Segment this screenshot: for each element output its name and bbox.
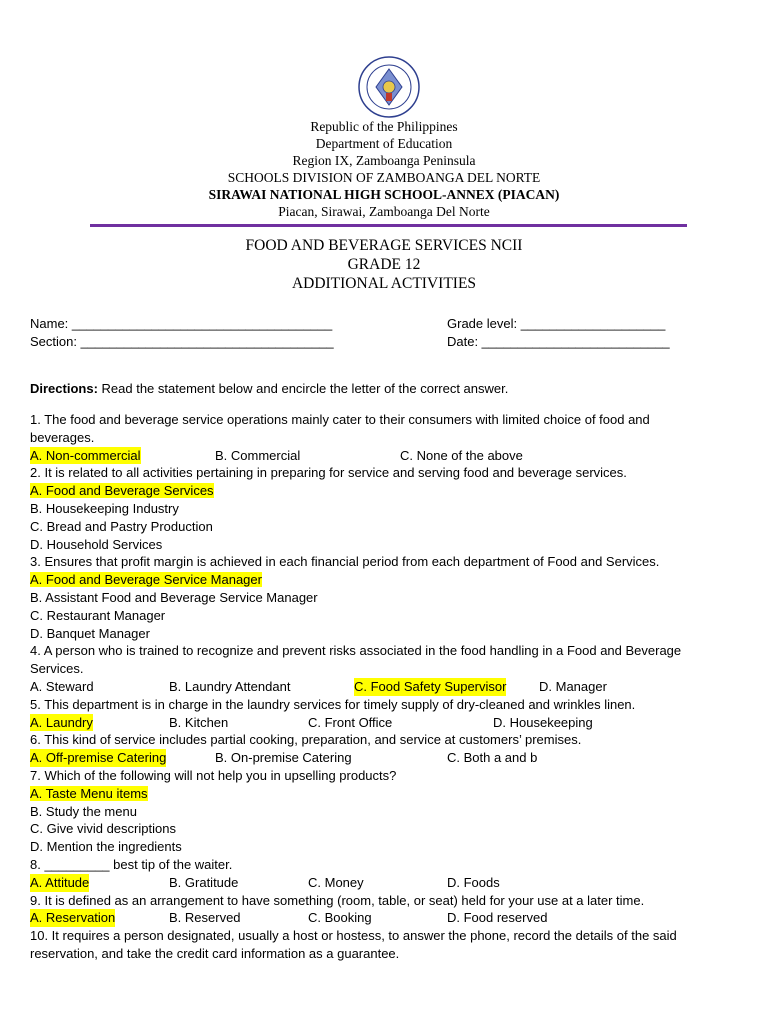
answer-option[interactable]: D. Housekeeping <box>493 714 593 730</box>
document-title <box>0 236 768 293</box>
answer-option[interactable]: D. Manager <box>539 678 607 694</box>
title-subject: FOOD AND BEVERAGE SERVICES NCII <box>245 237 523 254</box>
question-stem: 7. Which of the following will not help you in upselling products? <box>30 767 397 783</box>
title-activities: ADDITIONAL ACTIVITIES <box>291 275 477 292</box>
answer-row <box>30 571 742 589</box>
answer-option[interactable]: C. Bread and Pastry Production <box>30 518 213 534</box>
answer-option[interactable]: C. Give vivid descriptions <box>30 821 176 837</box>
answer-row <box>30 447 742 465</box>
answer-option[interactable]: B. Housekeeping Industry <box>30 500 179 516</box>
answer-row <box>30 678 742 696</box>
answer-option[interactable]: B. Gratitude <box>169 874 239 890</box>
answer-option[interactable]: D. Food reserved <box>447 910 548 926</box>
question-stem-continued: reservation, and take the credit card information as a guarantee. <box>30 945 400 961</box>
deped-seal-logo <box>358 56 420 118</box>
answer-option[interactable]: B. Laundry Attendant <box>169 678 291 694</box>
answer-option[interactable]: D. Banquet Manager <box>30 625 150 641</box>
answer-row <box>30 714 742 732</box>
question-stem: 1. The food and beverage service operations mainly cater to their consumers with limited choice of food and <box>30 412 650 427</box>
date-field[interactable]: Date: __________________________ <box>447 334 670 349</box>
answer-option-correct[interactable]: A. Non-commercial <box>30 447 141 463</box>
answer-option-correct[interactable]: A. Food and Beverage Services <box>30 483 214 499</box>
directions-text: Read the statement below and encircle the letter of the correct answer. <box>97 381 509 396</box>
answer-option[interactable]: B. Study the menu <box>30 803 137 819</box>
header-country: Republic of the Philippines <box>310 119 458 134</box>
answer-option[interactable]: B. On-premise Catering <box>215 750 352 766</box>
answer-option[interactable]: B. Commercial <box>215 447 301 463</box>
answer-option[interactable]: C. Both a and b <box>447 750 538 766</box>
answer-option[interactable]: C. Booking <box>308 910 372 926</box>
answer-row <box>30 874 742 892</box>
header-region: Region IX, Zamboanga Peninsula <box>292 153 476 168</box>
question-stem: 10. It requires a person designated, usually a host or hostess, to answer the phone, record the details of the said <box>30 928 677 944</box>
question-stem: 5. This department is in charge in the laundry services for timely supply of dry-cleaned and wrinkles linen. <box>30 696 636 712</box>
question-stem: 8. _________ best tip of the waiter. <box>30 856 233 872</box>
answer-option[interactable]: C. Money <box>308 874 364 890</box>
question-stem: 2. It is related to all activities pertaining in preparing for service and serving food and beverage services. <box>30 465 627 481</box>
question-stem: 6. This kind of service includes partial cooking, preparation, and service at customers’ premises. <box>30 732 582 748</box>
directions-label: Directions: <box>30 381 98 396</box>
header-department: Department of Education <box>315 136 453 151</box>
title-grade: GRADE 12 <box>347 256 421 273</box>
answer-row <box>30 749 742 767</box>
header-address: Piacan, Sirawai, Zamboanga Del Norte <box>278 204 490 219</box>
answer-option[interactable]: B. Kitchen <box>169 714 229 730</box>
section-field[interactable]: Section: ___________________________________ <box>30 334 334 349</box>
answer-option[interactable]: D. Household Services <box>30 536 163 552</box>
question-stem: 3. Ensures that profit margin is achieved in each financial period from each department of Food and Services. <box>30 554 660 570</box>
header-division: SCHOOLS DIVISION OF ZAMBOANGA DEL NORTE <box>227 170 541 185</box>
grade-level-field[interactable]: Grade level: ____________________ <box>447 316 666 331</box>
answer-option-correct[interactable]: A. Off-premise Catering <box>30 750 167 766</box>
question-stem: 9. It is defined as an arrangement to have something (room, table, or seat) held for your use at a later time. <box>30 892 645 908</box>
answer-option-correct[interactable]: C. Food Safety Supervisor <box>354 678 507 694</box>
answer-row <box>30 785 742 803</box>
question-list <box>30 411 742 963</box>
answer-option-correct[interactable]: A. Food and Beverage Service Manager <box>30 572 262 588</box>
answer-option[interactable]: B. Reserved <box>169 910 241 926</box>
answer-option[interactable]: B. Assistant Food and Beverage Service Manager <box>30 589 318 605</box>
question-stem-continued: beverages. <box>30 429 95 445</box>
answer-option[interactable]: D. Foods <box>447 874 500 890</box>
school-header <box>0 118 768 220</box>
answer-row <box>30 482 742 500</box>
header-divider <box>90 224 687 227</box>
question-stem: 4. A person who is trained to recognize and prevent risks associated in the food handling in a Food and Beverage <box>30 643 682 659</box>
answer-option-correct[interactable]: A. Taste Menu items <box>30 785 148 801</box>
answer-row <box>30 909 742 927</box>
name-field[interactable]: Name: ____________________________________ <box>30 316 333 331</box>
answer-option-correct[interactable]: A. Laundry <box>30 714 93 730</box>
answer-option[interactable]: C. Front Office <box>308 714 393 730</box>
answer-option[interactable]: A. Steward <box>30 678 94 694</box>
answer-option[interactable]: C. None of the above <box>400 447 523 463</box>
question-stem-continued: Services. <box>30 661 84 677</box>
answer-option-correct[interactable]: A. Attitude <box>30 874 90 890</box>
answer-option-correct[interactable]: A. Reservation <box>30 910 116 926</box>
answer-option[interactable]: D. Mention the ingredients <box>30 839 182 855</box>
answer-option[interactable]: C. Restaurant Manager <box>30 607 166 623</box>
header-school-name: SIRAWAI NATIONAL HIGH SCHOOL-ANNEX (PIACAN) <box>208 187 560 202</box>
directions <box>30 380 508 398</box>
